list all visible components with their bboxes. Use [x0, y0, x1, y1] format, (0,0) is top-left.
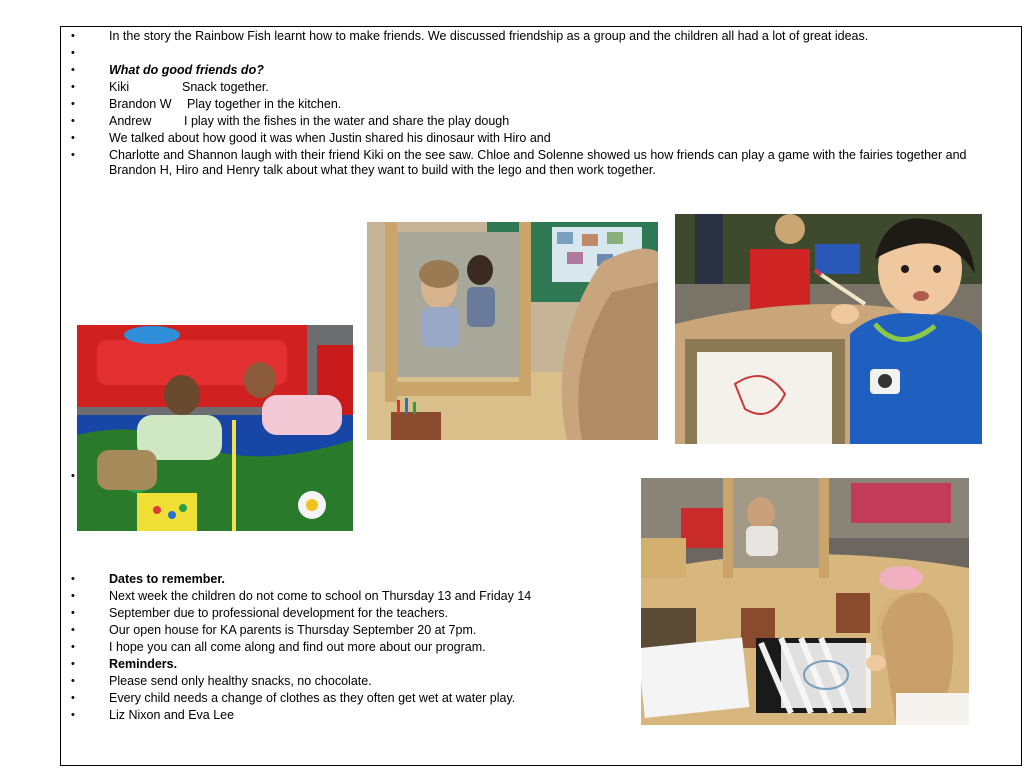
bullet: •: [71, 658, 75, 670]
bullet: •: [71, 132, 75, 144]
bullet: •: [71, 709, 75, 721]
justin-line: We talked about how good it was when Justin shared his dinosaur with Hiro and: [109, 131, 551, 145]
friend-text: Play together in the kitchen.: [187, 97, 342, 111]
photo-girls-drawing-table: [641, 478, 969, 725]
bullet: •: [71, 470, 75, 482]
signature-line: Liz Nixon and Eva Lee: [109, 708, 235, 722]
bullet: •: [71, 590, 75, 602]
reminders-line: Every child needs a change of clothes as they often get wet at water play.: [109, 691, 516, 705]
bullet: •: [71, 81, 75, 93]
intro-line: In the story the Rainbow Fish learnt how to make friends. We discussed friendship as a group and the children all had a lot of great ideas.: [109, 29, 869, 43]
bullet: •: [71, 641, 75, 653]
bullet: •: [71, 573, 75, 585]
bullet: •: [71, 30, 75, 42]
bullet: •: [71, 115, 75, 127]
friend-text: I play with the fishes in the water and share the play dough: [184, 114, 510, 128]
friend-name: Andrew: [109, 114, 152, 128]
dates-line: Our open house for KA parents is Thursday September 20 at 7pm.: [109, 623, 477, 637]
charlotte-paragraph: Charlotte and Shannon laugh with their friend Kiki on the see saw. Chloe and Solenne showed us how friends can play a game with the fairies together and Brandon H, Hiro and Henry talk about what they want to build with the lego and then work together.: [109, 148, 967, 177]
bullet: •: [71, 675, 75, 687]
friends-heading: What do good friends do?: [109, 63, 264, 77]
bullet: •: [71, 607, 75, 619]
bullet: •: [71, 624, 75, 636]
bullet: •: [71, 149, 75, 161]
friend-name: Brandon W: [109, 97, 172, 111]
bullet: •: [71, 692, 75, 704]
dates-line: Next week the children do not come to school on Thursday 13 and Friday 14: [109, 589, 532, 603]
bullet: •: [71, 64, 75, 76]
friend-text: Snack together.: [182, 80, 269, 94]
photo-children-playing-rug: [77, 325, 353, 531]
dates-line: September due to professional development for the teachers.: [109, 606, 449, 620]
photo-boy-drawing-blue-shirt: [675, 214, 982, 444]
bullet: •: [71, 98, 75, 110]
friend-name: Kiki: [109, 80, 130, 94]
photo-mirror-easel-children: [367, 222, 658, 440]
bullet: •: [71, 47, 75, 59]
reminders-line: Please send only healthy snacks, no chocolate.: [109, 674, 372, 688]
dates-heading: Dates to remember.: [109, 572, 226, 586]
reminders-heading: Reminders.: [109, 657, 178, 671]
dates-line: I hope you can all come along and find out more about our program.: [109, 640, 486, 654]
